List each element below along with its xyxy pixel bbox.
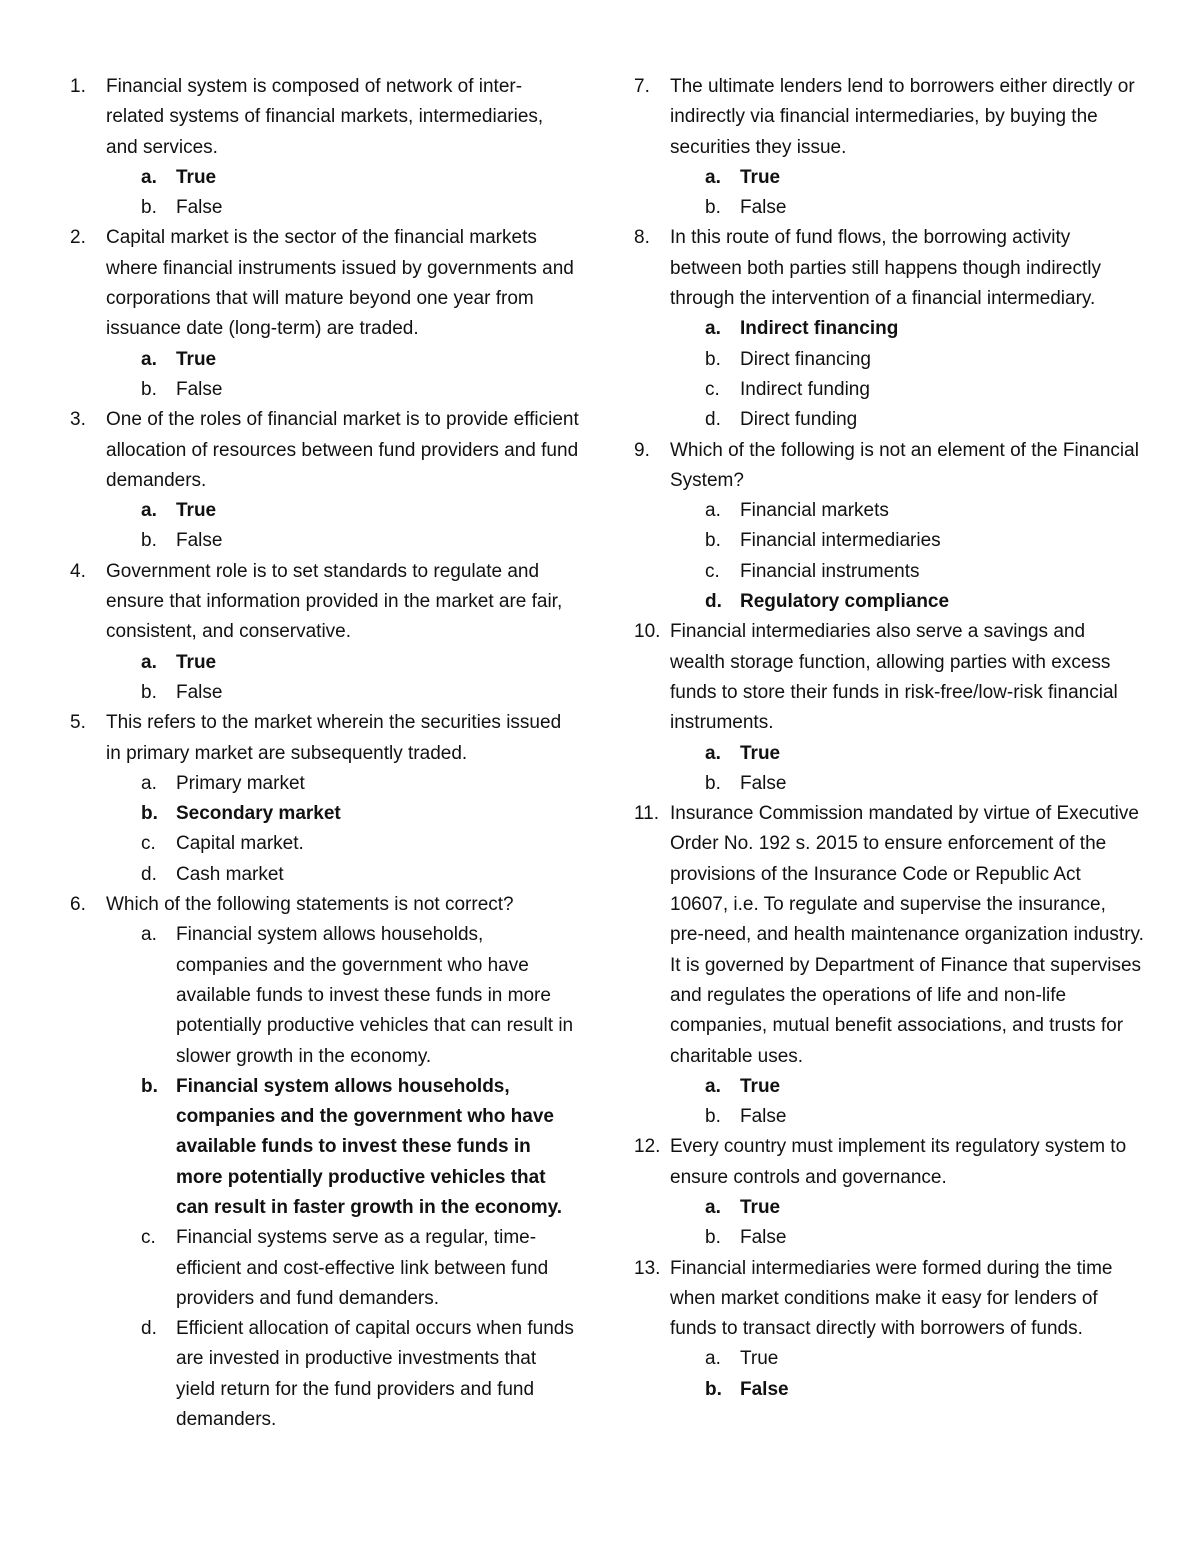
answer-options	[106, 920, 580, 1435]
question-text: Financial intermediaries were formed during the time when market conditions make it easy for lenders of funds to transact directly with borrowers of funds.	[670, 1257, 1113, 1340]
question-text: This refers to the market wherein the securities issued in primary market are subsequently traded.	[106, 712, 562, 764]
question-text: Which of the following statements is not correct?	[106, 894, 514, 916]
question-number: 5.	[70, 712, 86, 734]
option-letter: b.	[141, 1075, 158, 1097]
option-text: Financial intermediaries	[740, 530, 941, 552]
answer-options	[670, 163, 1144, 224]
option-text: True	[740, 1196, 781, 1218]
option-letter: b.	[705, 1227, 721, 1249]
question-7	[634, 72, 1144, 223]
question-text: Financial intermediaries also serve a savings and wealth storage function, allowing parties with excess funds to store their funds in risk-free/low-risk financial instruments.	[670, 621, 1118, 734]
answer-option-correct	[705, 739, 1144, 769]
question-10	[634, 617, 1144, 799]
option-text: Capital market.	[176, 833, 304, 855]
question-number: 7.	[634, 76, 650, 97]
option-text: False	[176, 197, 223, 219]
right-column	[634, 72, 1144, 1405]
option-text: Financial system allows households, companies and the government who have available funds to invest these funds in more potentially productive vehicles that can result in slower growth in the economy.	[176, 924, 574, 1067]
question-text: One of the roles of financial market is to provide efficient allocation of resources between fund providers and fund demanders.	[106, 409, 579, 491]
option-letter: c.	[141, 833, 156, 855]
option-letter: a.	[141, 924, 157, 946]
option-text: Secondary market	[176, 803, 341, 825]
question-number: 8.	[634, 227, 650, 249]
option-letter: b.	[141, 803, 158, 825]
option-text: True	[176, 651, 217, 673]
answer-option-correct	[141, 1072, 580, 1223]
question-text: Every country must implement its regulatory system to ensure controls and governance.	[670, 1136, 1127, 1188]
option-letter: a.	[705, 166, 721, 188]
answer-options	[670, 314, 1144, 435]
answer-option-correct	[705, 587, 1144, 617]
option-letter: a.	[705, 1348, 721, 1370]
option-text: True	[740, 1348, 779, 1370]
question-12	[634, 1132, 1144, 1253]
answer-option	[705, 1344, 1144, 1374]
question-8	[634, 223, 1144, 435]
answer-option	[705, 1102, 1144, 1132]
answer-options	[670, 739, 1144, 800]
option-text: True	[176, 166, 217, 188]
option-text: Efficient allocation of capital occurs when funds are invested in productive investments that yield return for the fund providers and fund demanders.	[176, 1318, 574, 1431]
question-number: 12.	[634, 1136, 661, 1158]
question-13	[634, 1254, 1144, 1405]
option-letter: a.	[705, 318, 721, 340]
answer-option	[705, 557, 1144, 587]
question-number: 1.	[70, 76, 86, 97]
option-letter: b.	[705, 772, 721, 794]
answer-option	[141, 920, 580, 1071]
answer-option-correct	[141, 799, 580, 829]
option-text: True	[740, 1075, 781, 1097]
option-letter: c.	[141, 1227, 156, 1249]
answer-options	[106, 163, 580, 224]
question-text: Capital market is the sector of the financial markets where financial instruments issued by governments and corporations that will mature beyond one year from issuance date (long-term) are traded.	[106, 227, 574, 340]
answer-option	[141, 1314, 580, 1435]
option-letter: c.	[705, 560, 720, 582]
option-letter: b.	[705, 530, 721, 552]
answer-option-correct	[705, 1375, 1144, 1405]
option-text: True	[176, 500, 217, 522]
question-3	[70, 405, 580, 556]
answer-option-correct	[705, 1072, 1144, 1102]
answer-option	[705, 375, 1144, 405]
question-number: 13.	[634, 1257, 661, 1279]
option-text: Indirect funding	[740, 378, 870, 400]
option-letter: d.	[705, 409, 721, 431]
answer-option-correct	[705, 163, 1144, 193]
answer-options	[670, 496, 1144, 617]
option-text: True	[176, 348, 217, 370]
option-text: True	[740, 742, 781, 764]
option-letter: b.	[705, 348, 721, 370]
option-text: False	[740, 197, 787, 219]
question-number: 2.	[70, 227, 86, 249]
answer-options	[106, 769, 580, 890]
option-letter: c.	[705, 378, 720, 400]
question-1	[70, 72, 580, 223]
answer-options	[106, 496, 580, 557]
answer-options	[106, 345, 580, 406]
answer-option	[705, 496, 1144, 526]
question-number: 4.	[70, 560, 86, 582]
answer-option-correct	[705, 1193, 1144, 1223]
question-2	[70, 223, 580, 405]
question-text: The ultimate lenders lend to borrowers either directly or indirectly via financial intermediaries, by buying the securities they issue.	[670, 76, 1135, 158]
answer-option	[705, 345, 1144, 375]
option-letter: a.	[705, 742, 721, 764]
question-11	[634, 799, 1144, 1132]
option-text: False	[740, 1106, 787, 1128]
answer-option	[141, 375, 580, 405]
option-text: False	[740, 772, 787, 794]
option-letter: b.	[705, 1106, 721, 1128]
option-text: False	[176, 378, 223, 400]
answer-option-correct	[141, 496, 580, 526]
question-number: 9.	[634, 439, 650, 461]
option-text: False	[176, 530, 223, 552]
question-number: 11.	[634, 803, 660, 825]
option-letter: d.	[705, 591, 722, 613]
option-text: Indirect financing	[740, 318, 899, 340]
answer-options	[670, 1072, 1144, 1133]
answer-option	[705, 526, 1144, 556]
option-letter: b.	[141, 197, 157, 219]
answer-option	[705, 193, 1144, 223]
option-letter: a.	[141, 348, 157, 370]
answer-option	[141, 678, 580, 708]
answer-option	[141, 769, 580, 799]
question-number: 6.	[70, 894, 86, 916]
option-letter: b.	[141, 681, 157, 703]
option-letter: a.	[705, 1196, 721, 1218]
answer-option-correct	[141, 345, 580, 375]
option-text: Regulatory compliance	[740, 591, 950, 613]
answer-options	[670, 1193, 1144, 1254]
option-text: False	[740, 1378, 789, 1400]
answer-option	[705, 769, 1144, 799]
question-number: 10.	[634, 621, 661, 643]
answer-option	[141, 1223, 580, 1314]
option-letter: b.	[141, 530, 157, 552]
option-text: Cash market	[176, 863, 284, 885]
question-5	[70, 708, 580, 890]
option-text: False	[176, 681, 223, 703]
question-text: Government role is to set standards to regulate and ensure that information provided in the market are fair, consistent, and conservative.	[106, 560, 563, 643]
answer-option	[705, 1223, 1144, 1253]
option-letter: a.	[705, 500, 721, 522]
option-text: Financial markets	[740, 500, 889, 522]
answer-option-correct	[141, 648, 580, 678]
question-9	[634, 436, 1144, 618]
answer-option	[141, 829, 580, 859]
option-letter: a.	[141, 651, 157, 673]
option-letter: a.	[705, 1075, 721, 1097]
question-4	[70, 557, 580, 708]
answer-option-correct	[141, 163, 580, 193]
option-letter: b.	[705, 1378, 722, 1400]
option-letter: b.	[705, 197, 721, 219]
option-letter: a.	[141, 772, 157, 794]
option-text: False	[740, 1227, 787, 1249]
answer-option	[141, 526, 580, 556]
option-text: Financial systems serve as a regular, time-efficient and cost-effective link between fund providers and fund demanders.	[176, 1227, 549, 1309]
option-text: Financial system allows households, companies and the government who have available funds to invest these funds in more potentially productive vehicles that can result in faster growth in the economy.	[176, 1075, 563, 1218]
question-text: Insurance Commission mandated by virtue of Executive Order No. 192 s. 2015 to ensure enforcement of the provisions of the Insurance Code or Republic Act 10607, i.e. To regulate and supervise the insurance, pre-need, and health maintenance organization industry. It is governed by Department of Finance that supervises and regulates the operations of life and non-life companies, mutual benefit associations, and trusts for charitable uses.	[670, 803, 1144, 1067]
question-text: Which of the following is not an element of the Financial System?	[670, 439, 1139, 491]
option-letter: d.	[141, 863, 157, 885]
option-letter: a.	[141, 166, 157, 188]
option-text: Direct financing	[740, 348, 871, 370]
option-text: Direct funding	[740, 409, 858, 431]
question-number: 3.	[70, 409, 86, 431]
option-letter: a.	[141, 500, 157, 522]
answer-option	[141, 860, 580, 890]
question-text: In this route of fund flows, the borrowing activity between both parties still happens though indirectly through the intervention of a financial intermediary.	[670, 227, 1101, 310]
question-text: Financial system is composed of network of inter-related systems of financial markets, intermediaries, and services.	[106, 76, 544, 158]
answer-options	[670, 1344, 1144, 1405]
option-text: Primary market	[176, 772, 305, 794]
answer-option	[705, 405, 1144, 435]
answer-option-correct	[705, 314, 1144, 344]
option-letter: b.	[141, 378, 157, 400]
option-text: Financial instruments	[740, 560, 920, 582]
option-letter: d.	[141, 1318, 157, 1340]
answer-options	[106, 648, 580, 709]
option-text: True	[740, 166, 781, 188]
left-column	[70, 72, 580, 1435]
question-6	[70, 890, 580, 1435]
answer-option	[141, 193, 580, 223]
